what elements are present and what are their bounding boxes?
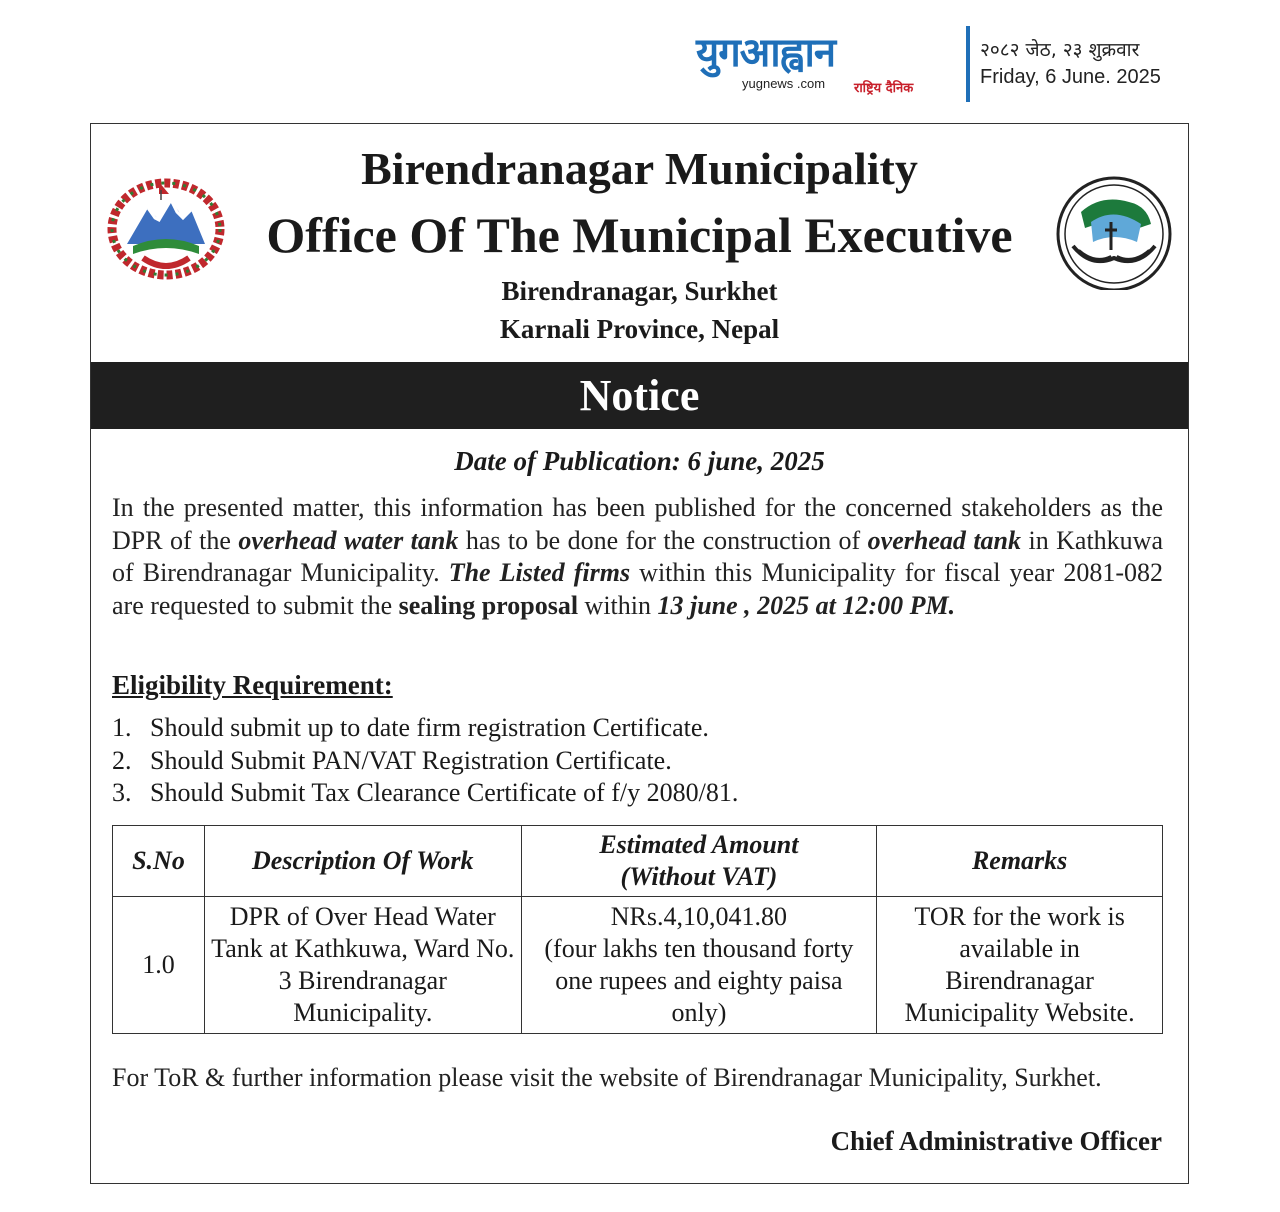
header-amount-line1: Estimated Amount — [599, 830, 799, 859]
body-text: has to be done for the construction of — [458, 525, 868, 555]
header-description: Description Of Work — [204, 826, 521, 897]
eligibility-heading: Eligibility Requirement: — [112, 670, 393, 700]
office-name: Office Of The Municipal Executive — [266, 207, 1013, 263]
municipality-name: Birendranagar Municipality — [361, 143, 918, 194]
list-item-text: Should Submit PAN/VAT Registration Certificate. — [150, 745, 672, 775]
cell-sno: 1.0 — [113, 897, 205, 1034]
address-line-2: Karnali Province, Nepal — [499, 314, 780, 344]
brand-name: युगआह्वान — [696, 30, 836, 76]
body-emphasis: overhead water tank — [238, 525, 459, 555]
body-emphasis: overhead tank — [867, 525, 1022, 555]
newspaper-masthead — [694, 26, 1184, 102]
notice-title: Notice — [579, 371, 700, 420]
cell-description: DPR of Over Head Water Tank at Kathkuwa, Ward No. 3 Birendranagar Municipality. — [204, 897, 521, 1034]
masthead-divider — [966, 26, 970, 102]
table-header-row — [113, 826, 1163, 897]
list-item-number: 2. — [112, 745, 132, 775]
date-nepali: २०८२ जेठ, २३ शुक्रवार — [980, 39, 1140, 61]
header-sno: S.No — [113, 826, 205, 897]
cell-remarks: TOR for the work is available in Birendranagar Municipality Website. — [877, 897, 1163, 1034]
header-remarks: Remarks — [877, 826, 1163, 897]
list-item — [112, 745, 738, 778]
header-amount — [521, 826, 877, 897]
amount-words: (four lakhs ten thousand forty one rupees and eighty paisa only) — [544, 934, 854, 1027]
body-text: within — [578, 590, 658, 620]
list-item-number: 3. — [112, 778, 132, 807]
body-emphasis: sealing proposal — [398, 590, 579, 620]
signature-title: Chief Administrative Officer — [830, 1126, 1162, 1156]
submission-deadline: 13 june , 2025 at 12:00 PM. — [657, 590, 956, 620]
body-text: in Kathkuwa of Birendranagar Municipality. — [112, 525, 1163, 587]
notice-title-bar — [91, 362, 1188, 429]
table-row — [113, 897, 1163, 1034]
newspaper-logo — [694, 32, 958, 94]
eligibility-list — [112, 712, 738, 810]
municipality-logo-icon — [1051, 172, 1177, 290]
footer-paragraph: For ToR & further information please visit the website of Birendranagar Municipality, Surkhet. — [112, 1063, 1102, 1092]
brand-tagline: राष्ट्रिय दैनिक — [854, 81, 914, 96]
body-text: within this Municipality for fiscal year 2081-082 are requested to submit the — [112, 558, 1163, 620]
list-item — [112, 777, 738, 810]
body-text: In the presented matter, this information has been published for the concerned stakeholders as the DPR of the — [112, 493, 1163, 555]
body-emphasis: The Listed firms — [448, 558, 631, 587]
publication-date: Date of Publication: 6 june, 2025 — [454, 446, 825, 476]
list-item-text: Should submit up to date firm registration Certificate. — [150, 713, 709, 742]
notice-body-paragraph — [112, 492, 1163, 622]
works-table — [112, 825, 1163, 1034]
date-english: Friday, 6 June. 2025 — [980, 66, 1161, 88]
list-item-number: 1. — [112, 713, 132, 742]
list-item-text: Should Submit Tax Clearance Certificate of f/y 2080/81. — [150, 778, 739, 807]
list-item — [112, 712, 738, 745]
header-amount-line2: (Without VAT) — [620, 862, 778, 891]
notice-frame — [90, 123, 1189, 1184]
brand-website: yugnews .com — [742, 76, 826, 91]
cell-amount — [521, 897, 877, 1034]
amount-figure: NRs.4,10,041.80 — [610, 902, 788, 931]
address-line-1: Birendranagar, Surkhet — [501, 276, 778, 306]
